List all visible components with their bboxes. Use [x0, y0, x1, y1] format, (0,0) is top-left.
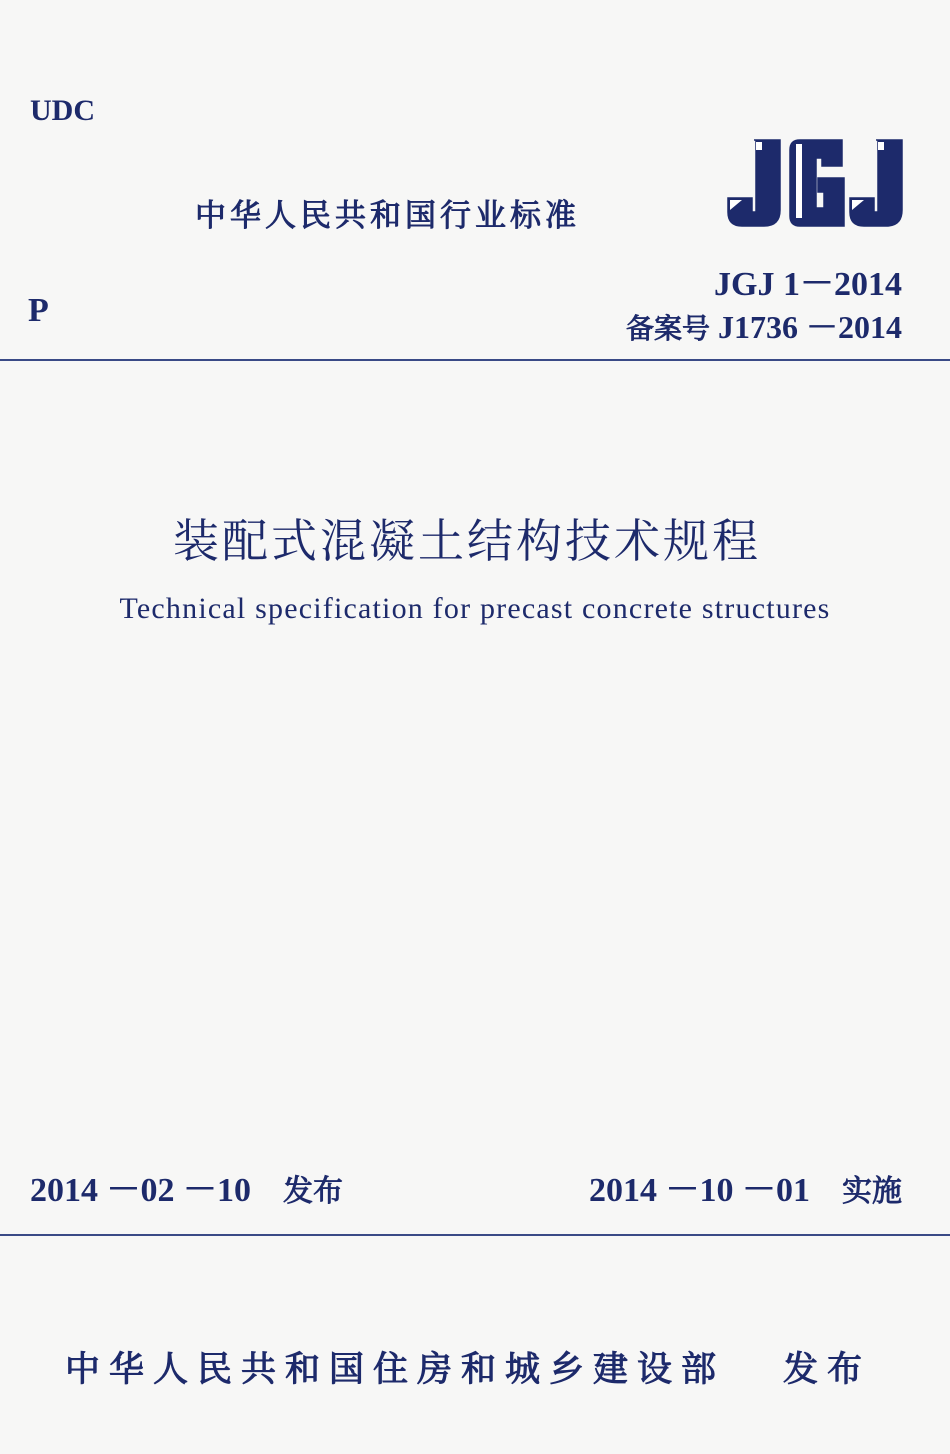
title-english: Technical specification for precast concrete structures	[119, 592, 831, 625]
standard-code: JGJ 1－2014	[714, 266, 902, 303]
issue-date-line	[30, 1162, 343, 1211]
issue-date: 2014 －02 －10	[30, 1172, 251, 1209]
publisher-action: 发布	[783, 1350, 872, 1390]
jgj-logo	[726, 138, 904, 228]
effective-date-line	[589, 1162, 902, 1211]
effective-date: 2014 －10 －01	[589, 1172, 810, 1209]
record-number: J1736 －2014	[717, 309, 902, 345]
record-number-line	[626, 302, 902, 348]
footer-divider	[0, 1234, 950, 1236]
record-prefix: 备案号	[625, 312, 710, 345]
category-label: P	[28, 292, 49, 329]
header-divider	[0, 359, 950, 361]
publisher-line	[65, 1342, 871, 1392]
title-chinese: 装配式混凝土结构技术规程	[173, 514, 761, 568]
standard-type: 中华人民共和国行业标准	[195, 198, 580, 234]
udc-label: UDC	[30, 94, 95, 127]
publisher: 中华人民共和国住房和城乡建设部	[65, 1350, 726, 1390]
issue-label: 发布	[283, 1174, 343, 1209]
effective-label: 实施	[842, 1174, 902, 1209]
